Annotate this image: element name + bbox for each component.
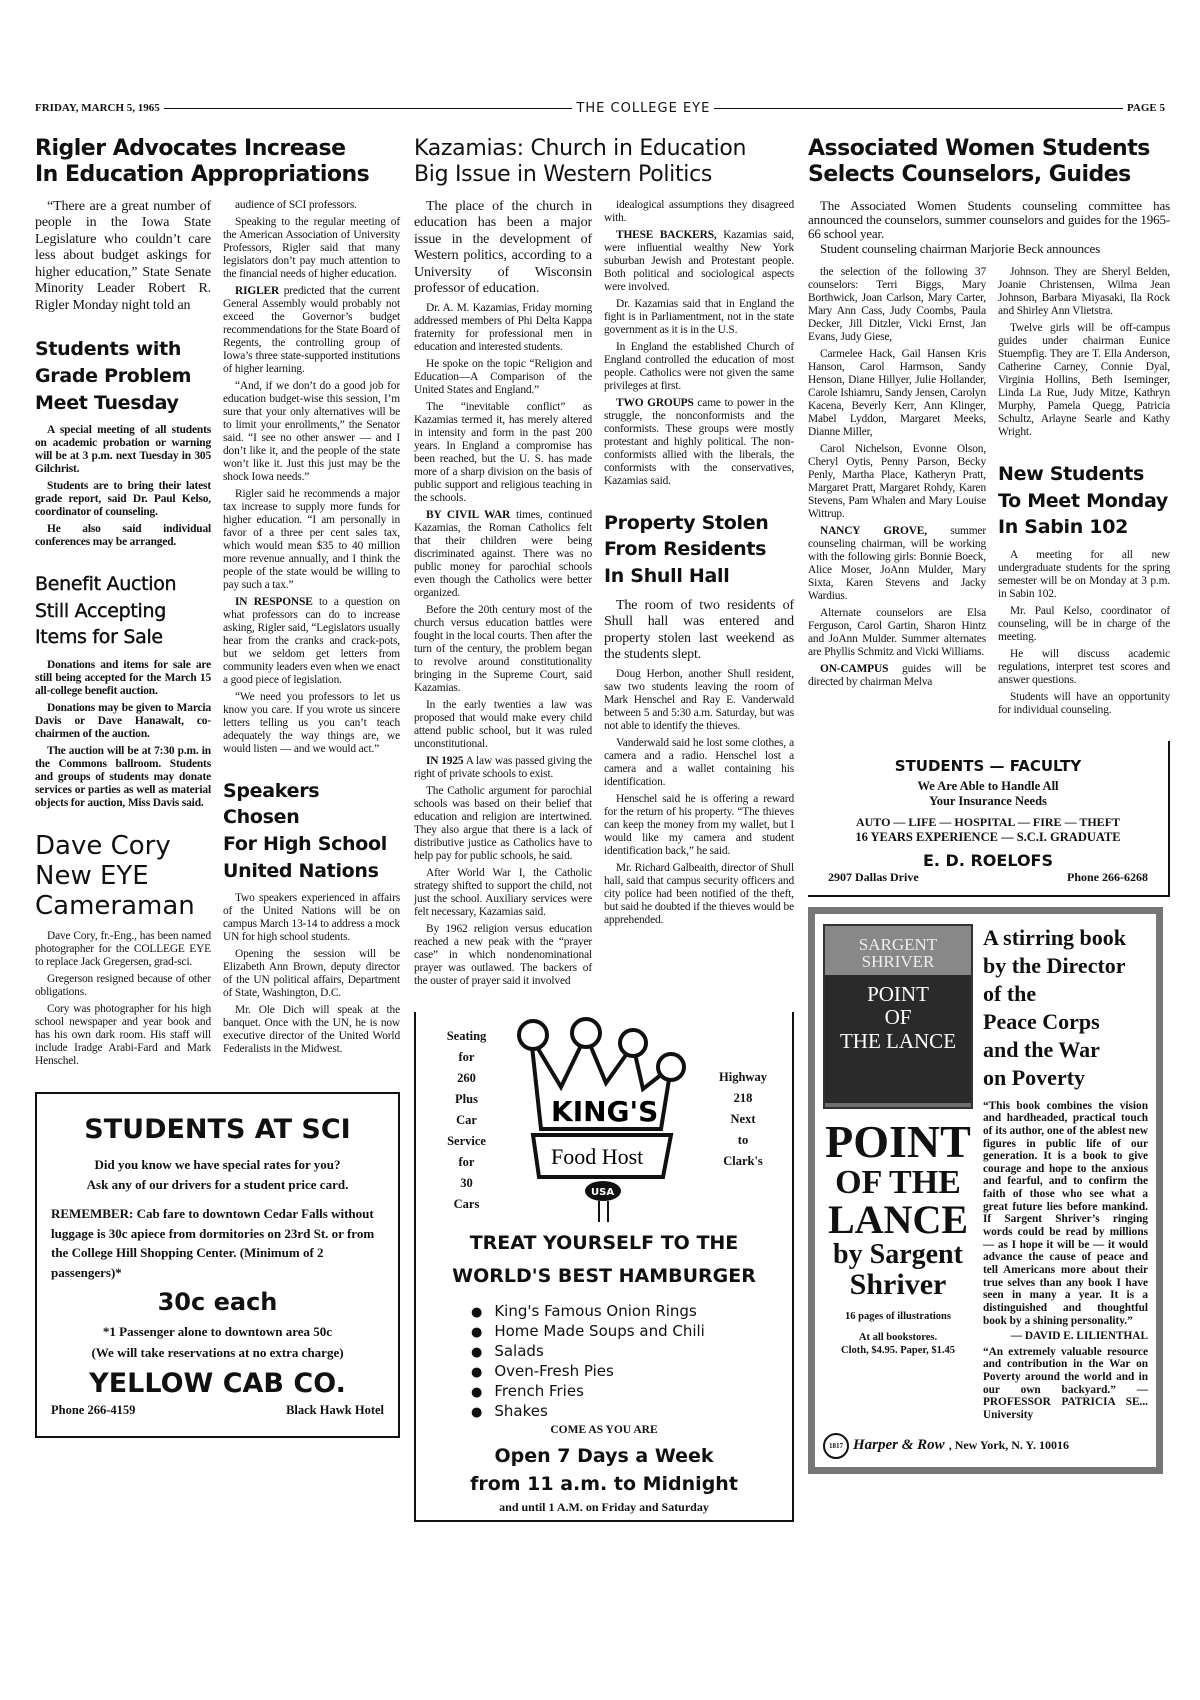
headline-line: To Meet Monday xyxy=(998,489,1168,512)
paragraph xyxy=(35,424,211,476)
paragraph xyxy=(604,341,794,393)
logo-text: KING'S xyxy=(551,1094,659,1128)
headline-line: In Shull Hall xyxy=(604,564,730,587)
paragraph-text: guides will be directed by chairman Melva xyxy=(808,662,986,688)
paragraph-text: Alternate counselors are Elsa Ferguson, Carol Gartin, Sharon Hintz and JoAnn Mulder. Summer alternates are Phyllis Schmitz and Vicki Williams. xyxy=(808,606,986,658)
ad-text: 218 xyxy=(733,1090,753,1105)
ad-hours-line: from 11 a.m. to Midnight xyxy=(470,1472,738,1495)
headline-line: Items for Sale xyxy=(35,626,163,649)
publisher xyxy=(823,1433,1148,1459)
paragraph xyxy=(223,691,400,756)
paragraph-text: Carol Nichelson, Evonne Olson, Cheryl Oytis, Penny Parson, Becky Penly, Martha Place, Katheryn Pratt, Margaret Pratt, Margaret Rohdy, Karen Stevens, Pam Whalen and Mary Louise Wittrup. xyxy=(808,442,986,520)
paragraph-text: In England the established Church of England controlled the education of most people. Catholics were not given the same privileges at first. xyxy=(604,340,794,392)
tagline-line: by the Director xyxy=(983,952,1126,978)
book-detail: 16 pages of illustrations xyxy=(845,1311,951,1323)
left-section xyxy=(35,136,400,1438)
paragraph-text: summer counseling chairman, will be working with the following girls: Bonnie Boeck, Alice Moser, JoAnn Mulder, Mary Sixta, Karen Stevens and Jacky Wardius. xyxy=(808,524,986,602)
ad-text: for xyxy=(458,1154,475,1169)
paragraph xyxy=(414,867,592,919)
book-cover-image xyxy=(823,924,973,1109)
lead-in: RIGLER xyxy=(235,284,280,297)
paragraph-text: “And, if we don’t do a good job for education budget-wise this session, I’m sure that your only alternatives will be to limit your enrollments,” the Senator said. “I see no other answer — and I don’t like it, and the people of the state won’t like it. Just this just may be the shock Iowa needs.” xyxy=(223,379,400,483)
title-line: OF THE xyxy=(835,1163,961,1201)
auction-body xyxy=(35,659,211,814)
headline-line: Students with xyxy=(35,338,182,361)
paragraph-text: The auction will be at 7:30 p.m. in the Commons ballroom. Students and groups of students may donate services or parties as well as material objects for auction, Miss Davis said. xyxy=(35,744,211,809)
ad-quotes xyxy=(983,1100,1148,1425)
ad-company: YELLOW CAB CO. xyxy=(89,1367,346,1399)
tagline-line: A stirring book xyxy=(983,924,1127,950)
paragraph xyxy=(808,607,986,659)
headline-line: For High School xyxy=(223,832,387,855)
ad-title: STUDENTS AT SCI xyxy=(84,1113,351,1145)
paragraph xyxy=(414,199,592,298)
paragraph-text: Mr. Ole Dich will speak at the banquet. Once with the UN, he is now executive director of the United World Federalists in the Midwest. xyxy=(223,1004,400,1056)
paragraph-text: Carmelee Hack, Gail Hansen Kris Hanson, Carol Harmson, Sandy Henson, Diane Hillyer, Julie Hollander, Carole Ishiamru, Sandy Jensen, Carolyn Kacena, Beverly Kerr, Ann Klinger, Mabel Lyddon, Margaret Meeks, Dianne Miller, xyxy=(808,347,986,438)
paragraph xyxy=(998,648,1170,687)
paragraph xyxy=(35,523,211,549)
headline-line: Still Accepting xyxy=(35,599,167,622)
ad-text: (We will take reservations at no extra charge) xyxy=(91,1345,344,1361)
paragraph-text: By 1962 religion versus education reached a new peak with the “prayer case” in which nondenominational prayer was outlawed. The backers of the ouster of prayer said it involved xyxy=(414,922,592,987)
paragraph xyxy=(35,199,211,315)
property-body xyxy=(604,598,794,931)
publisher-logo-icon: 1817 xyxy=(823,1433,849,1459)
paragraph xyxy=(223,380,400,484)
paragraph-text: The “inevitable conflict” as Kazamias termed it, has merely altered in intensity and form in the past 200 years. In England a compromise has been reached, but the U. S. has made more of a sharp division on the basis of public support and religious teaching in the schools. xyxy=(414,400,592,504)
paragraph xyxy=(35,702,211,741)
ad-title: STUDENTS — FACULTY xyxy=(894,756,1082,775)
paragraph xyxy=(604,598,794,664)
lead-in: BY CIVIL WAR xyxy=(426,508,511,521)
lead-in: IN RESPONSE xyxy=(235,595,313,608)
paragraph xyxy=(808,242,1170,256)
paragraph-text: Students will have an opportunity for individual counseling. xyxy=(998,690,1170,716)
paragraph xyxy=(604,793,794,858)
headline-line: Benefit Auction xyxy=(35,573,177,596)
paragraph-text: In the early twenties a law was proposed that would make every child attend public school, but it was ruled unconstitutional. xyxy=(414,698,592,750)
paragraph-text: Opening the session will be Elizabeth Ann Brown, deputy director of the UN political affairs, Department of State, Washington, D.C. xyxy=(223,948,400,1000)
paragraph-text: the selection of the following 37 counselors: Terri Biggs, Mary Borthwick, Joan Carlson, Mary Carter, Mary Ann Cass, Judy Coombs, Paula Decker, Jill Ditzler, Vicki Ernst, Jan Evans, Judy Giese, xyxy=(808,265,986,343)
book-title xyxy=(823,1115,973,1301)
tagline-line: and the War xyxy=(983,1036,1100,1062)
paragraph xyxy=(223,892,400,944)
paragraph-text: Mr. Richard Galbeaith, director of Shull hall, said that campus security officers and city police had been notified of the theft, but said he doubted if the thieves would be apprehended. xyxy=(604,861,794,926)
paragraph-text: to a question on what professors can do to increase asking, Rigler said, “Legislators usually hear from the cranks and crack-pots, but we seldom get letters from community leaders even when we enact a good piece of legislation. xyxy=(223,595,401,686)
ad-phone: Phone 266-4159 xyxy=(51,1402,136,1417)
grade-body xyxy=(35,424,211,553)
paragraph-text: Johnson. They are Sheryl Belden, Joanie Christensen, Wilma Jean Johnson, Barbara Miyasaki, Ila Rock and Shirley Ann Vlietstra. xyxy=(998,265,1170,317)
ad-text: for xyxy=(458,1049,475,1064)
lead-in: NANCY GROVE, xyxy=(820,524,927,537)
paragraph xyxy=(223,216,400,281)
cover-text: SHRIVER xyxy=(861,952,935,972)
paragraph xyxy=(35,480,211,519)
paragraph-text: Cory was photographer for his high school newspaper and year book and has his own dark room. His staff will include Iradge Arabi-Fard and Mark Henschel. xyxy=(35,1002,211,1067)
tagline-line: of the xyxy=(983,980,1037,1006)
tagline-line: on Poverty xyxy=(983,1064,1086,1090)
column-6 xyxy=(998,266,1170,721)
publisher-city: , New York, N. Y. 10016 xyxy=(948,1438,1070,1453)
headline-rigler xyxy=(35,136,400,189)
ad-headline-line: WORLD'S BEST HAMBURGER xyxy=(452,1264,756,1287)
paragraph-text: Speaking to the regular meeting of the American Association of University Professors, Rigler said that many legislators don’t pay much attention to the financial needs of higher education. xyxy=(223,215,400,280)
ad-headline-line: TREAT YOURSELF TO THE xyxy=(469,1231,739,1254)
paragraph-text: Kazamias said, were influential wealthy New York suburban Jewish and Protestant people. Both political and sociological aspects were involved. xyxy=(604,228,794,293)
quote-author: — DAVID E. LILIENTHAL xyxy=(1010,1330,1148,1343)
headline-line: From Residents xyxy=(604,538,767,561)
ad-text: Service xyxy=(447,1133,486,1148)
lead-in: ON-CAMPUS xyxy=(820,662,889,675)
kings-food-host-ad xyxy=(414,1012,794,1522)
paragraph-text: Vanderwald said he lost some clothes, a camera and a radio. Henschel lost a camera and a wallet containing his identification. xyxy=(604,736,794,788)
kazamias-col1 xyxy=(414,199,592,992)
headline-auction xyxy=(35,571,211,651)
remember-text: : Cab fare to downtown Cedar Falls without luggage is 30c apiece from dormitories on 23rd St. or from the College Hill Shopping Center. (Minimum of 2 passengers)* xyxy=(51,1206,375,1280)
publisher-name: Harper & Row xyxy=(853,1437,945,1454)
ad-seating-info xyxy=(434,1026,499,1215)
ad-tagline xyxy=(983,924,1148,1092)
paragraph-text: “We need you professors to let us know you care. If you wrote us sincere letters telling us you can’t teach adequately the way things are, we would listen — and we would act.” xyxy=(223,690,400,755)
headline-line: Associated Women Students xyxy=(808,136,1150,161)
paragraph xyxy=(808,348,986,439)
paragraph xyxy=(808,663,986,689)
paper-name: THE COLLEGE EYE xyxy=(576,100,711,116)
paragraph xyxy=(998,691,1170,717)
paragraph xyxy=(35,1003,211,1068)
book-ad-right xyxy=(983,924,1148,1425)
headline-property xyxy=(604,510,794,590)
paragraph xyxy=(35,973,211,999)
headline-line: New Students xyxy=(998,462,1145,485)
aws-col2 xyxy=(998,266,1170,443)
headline-line: In Education Appropriations xyxy=(35,162,370,188)
paragraph xyxy=(223,948,400,1000)
cover-text: POINT xyxy=(867,982,929,1007)
column-1 xyxy=(35,199,211,1072)
paragraph xyxy=(414,699,592,751)
paragraph xyxy=(604,229,794,294)
paragraph-text: A special meeting of all students on academic probation or warning will be at 3 p.m. next Tuesday in 305 Gilchrist. xyxy=(35,424,211,476)
paragraph xyxy=(35,659,211,698)
headline-line: Speakers Chosen xyxy=(223,779,320,829)
paragraph xyxy=(414,401,592,505)
lead-in: IN 1925 xyxy=(426,754,464,767)
ad-text: COME AS YOU ARE xyxy=(550,1423,658,1436)
paragraph xyxy=(998,322,1170,439)
paragraph xyxy=(223,596,400,687)
paragraph-text: Two speakers experienced in affairs of the United Nations will be on campus March 13-14 to address a mock UN for high school students. xyxy=(223,892,400,944)
ad-company: E. D. ROELOFS xyxy=(922,850,1054,870)
menu-item: ● King's Famous Onion Rings xyxy=(471,1302,705,1322)
paragraph-text: Donations may be given to Marcia Davis or Dave Hanawalt, co-chairmen of the auction. xyxy=(35,701,211,740)
paragraph-text: times, continued Kazamias, the Roman Catholics felt that their children were being discriminated against. There was no public money for parochial schools even though the Catholics were better organized. xyxy=(414,508,592,599)
book-price: Cloth, $4.95. Paper, $1.45 xyxy=(841,1345,955,1357)
paragraph xyxy=(604,737,794,789)
paragraph-text: Gregerson resigned because of other obligations. xyxy=(35,972,211,998)
paragraph-text: Dr. A. M. Kazamias, Friday morning addressed members of Phi Delta Kappa fraternity for professional men in education and interested students. xyxy=(414,301,592,353)
paragraph xyxy=(414,604,592,695)
paragraph-text: He spoke on the topic “Religion and Education—A Comparison of the United States and England.” xyxy=(414,357,592,396)
paragraph-text: audience of SCI professors. xyxy=(235,198,357,211)
rigler-col2 xyxy=(223,199,400,760)
headline-line: Rigler Advocates Increase xyxy=(35,136,346,161)
paragraph-text: The place of the church in education has been a major issue in the development of Western politics, according to a University of Wisconsin professor of education. xyxy=(414,198,592,297)
ad-text: and until 1 A.M. on Friday and Saturday xyxy=(499,1499,709,1514)
paragraph-text: came to power in the struggle, the nonconformists and the conformists. These groups were mostly protestant and highly political. The non-conformists allied with the liberals, the conformists with the conservatives, Kazamias said. xyxy=(604,396,794,487)
headline-line: Cameraman xyxy=(35,890,195,921)
speakers-body xyxy=(223,892,400,1060)
ad-text: 260 xyxy=(457,1070,476,1085)
ad-text: Cars xyxy=(453,1196,480,1211)
ad-location-info xyxy=(708,1067,778,1172)
paragraph xyxy=(604,397,794,488)
headline-line: Grade Problem xyxy=(35,364,192,387)
headline-kazamias xyxy=(414,136,794,189)
logo-subtext: Food Host xyxy=(551,1143,644,1169)
paragraph xyxy=(808,525,986,603)
paragraph-text: He will discuss academic regulations, interpret test scores and answer questions. xyxy=(998,647,1170,686)
paragraph xyxy=(223,285,400,376)
headline-speakers xyxy=(223,778,400,884)
ad-text: Clark's xyxy=(723,1153,763,1168)
paragraph-text: Twelve girls will be off-campus guides under chairman Eunice Stuempfig. They are T. Ella Anderson, Catherine Carney, Connie Dyal, Virginia Hollins, Beth Iseminger, Linda La Rue, Judy Mitze, Kathryn Murphy, Pamela Quegg, Patricia Schultz, Arlayne Searle and Kathy Wright. xyxy=(998,321,1170,438)
book-detail: At all bookstores. xyxy=(858,1332,938,1344)
headline-line: Property Stolen xyxy=(604,511,769,534)
point-of-the-lance-ad xyxy=(808,907,1163,1474)
headline-line: Kazamias: Church in Education xyxy=(414,136,747,161)
rigler-col1 xyxy=(35,199,211,319)
ad-text: Highway xyxy=(719,1069,767,1084)
logo-badge: USA xyxy=(591,1186,615,1198)
headline-grade xyxy=(35,336,211,416)
paragraph xyxy=(223,1004,400,1056)
paragraph-text: He also said individual conferences may be arranged. xyxy=(35,523,211,549)
quote: “An extremely valuable resource and contribution in the War on Poverty around the world and in our own backyard.” — PROFESSOR PATRICIA SE... University xyxy=(983,1345,1148,1421)
title-line: by Sargent xyxy=(833,1239,963,1270)
paragraph-text: Doug Herbon, another Shull resident, saw two students leaving the room of Mark Henschel and Ray E. Vanderwald between 5 and 5:30 a.m. Saturday, but was not able to identify the thieves. xyxy=(604,667,794,732)
page-number: PAGE 5 xyxy=(1127,102,1165,114)
ad-phone: Phone 266-6268 xyxy=(1067,869,1148,884)
yellow-cab-ad xyxy=(35,1092,400,1438)
page-masthead xyxy=(35,100,1165,116)
right-columns xyxy=(808,266,1170,721)
menu-item: ● Salads xyxy=(471,1342,705,1362)
paragraph-text: Students are to bring their latest grade report, said Dr. Paul Kelso, coordinator of counseling. xyxy=(35,480,211,519)
paragraph xyxy=(604,199,794,225)
ad-hours-line: Open 7 Days a Week xyxy=(494,1444,714,1467)
book-details xyxy=(823,1310,973,1357)
ad-text: Car xyxy=(456,1112,477,1127)
ad-text xyxy=(51,1204,384,1282)
menu-item: ● Shakes xyxy=(471,1402,705,1422)
ad-text: to xyxy=(737,1132,749,1147)
paragraph xyxy=(998,549,1170,601)
page-columns xyxy=(35,136,1170,1522)
headline-line: New EYE xyxy=(35,860,149,891)
paragraph xyxy=(414,358,592,397)
tagline-line: Peace Corps xyxy=(983,1008,1100,1034)
paragraph-text: The room of two residents of Shull hall was entered and property stolen last weekend as the students slept. xyxy=(604,597,794,663)
book-ad-left xyxy=(823,924,973,1425)
aws-col1 xyxy=(808,266,986,693)
paragraph-text: Henschel said he is offering a reward for the return of his property. “The thieves can keep the money from my wallet, but I would like my camera and student identification back,” he said. xyxy=(604,792,794,857)
kazamias-col2 xyxy=(604,199,794,492)
cover-text: OF xyxy=(884,1005,912,1030)
paragraph xyxy=(414,785,592,863)
paragraph xyxy=(604,862,794,927)
column-5 xyxy=(808,266,986,693)
paragraph xyxy=(223,199,400,212)
paragraph xyxy=(808,266,986,344)
lead-in: TWO GROUPS xyxy=(616,396,694,409)
headline-new-students xyxy=(998,461,1170,541)
ad-text: Plus xyxy=(455,1091,478,1106)
paragraph xyxy=(35,745,211,810)
menu-item: ● Oven-Fresh Pies xyxy=(471,1362,705,1382)
headline-cory xyxy=(35,832,211,922)
cover-title xyxy=(825,975,971,1103)
menu-item: ● French Fries xyxy=(471,1382,705,1402)
menu-list xyxy=(471,1302,705,1422)
paragraph xyxy=(414,509,592,600)
paragraph xyxy=(808,443,986,521)
paragraph xyxy=(808,199,1170,242)
paragraph-text: Donations and items for sale are still being accepted for the March 15 all-college benefit auction. xyxy=(35,658,211,697)
right-section xyxy=(808,136,1170,1474)
column-4 xyxy=(604,199,794,931)
paragraph-text: The Associated Women Students counseling committee has announced the counselors, summer counselors and guides for the 1965-66 school year. xyxy=(808,197,1170,242)
aws-intro xyxy=(808,199,1170,256)
roelofs-insurance-ad xyxy=(808,741,1170,897)
ad-text: AUTO — LIFE — HOSPITAL — FIRE — THEFT xyxy=(855,815,1121,829)
divider xyxy=(164,108,573,109)
paragraph xyxy=(414,755,592,781)
ad-text: We Are Able to Handle All xyxy=(917,778,1059,793)
headline-aws xyxy=(808,136,1170,189)
paragraph-text: predicted that the current General Assembly would probably not exceed the Governor’s budget recommendations for the State Board of Regents, the controlling group of Iowa’s three state-supported institutions of higher learning. xyxy=(223,284,400,375)
middle-section xyxy=(414,136,794,1522)
column-2 xyxy=(223,199,400,1060)
lead-in: THESE BACKERS, xyxy=(616,228,717,241)
ad-price: 30c each xyxy=(157,1288,278,1317)
ad-text: Seating xyxy=(446,1028,487,1043)
headline-line: In Sabin 102 xyxy=(998,516,1129,539)
kings-crown-logo xyxy=(511,1017,691,1222)
headline-line: Selects Counselors, Guides xyxy=(808,162,1131,188)
paragraph xyxy=(35,930,211,969)
paragraph xyxy=(998,605,1170,644)
cory-body xyxy=(35,930,211,1072)
ad-location: Black Hawk Hotel xyxy=(286,1402,384,1417)
paragraph-text: The Catholic argument for parochial schools was based on their belief that education and religion are intertwined. They also argue that there is a lack of distributive justice as Catholics have to help pay for public schools, he said. xyxy=(414,784,592,862)
title-line: POINT xyxy=(825,1115,971,1167)
middle-columns xyxy=(414,199,794,992)
ad-text: 30 xyxy=(460,1175,473,1190)
paragraph-text: After World War I, the Catholic strategy shifted to support the child, not just the school. Auxiliary services were felt necessary, Kazamias said. xyxy=(414,866,592,918)
paragraph-text: Before the 20th century most of the church versus education battles were fought in the local courts. Then after the turn of the century, the problem began to revolve around constitutionality bringing in the Supreme Court, said Kazamias. xyxy=(414,603,592,694)
paragraph-text: Dave Cory, fr.-Eng., has been named photographer for the COLLEGE EYE to replace Jack Gregersen, grad-sci. xyxy=(35,929,211,968)
paragraph-text: Dr. Kazamias said that in England the fight is in Parliamentment, not in the state government as it is in the U.S. xyxy=(604,297,794,336)
paragraph xyxy=(414,923,592,988)
paragraph-text: idealogical assumptions they disagreed with. xyxy=(604,198,794,224)
ad-headline xyxy=(416,1227,792,1293)
title-line: Shriver xyxy=(849,1267,947,1301)
paragraph-text: A law was passed giving the right of private schools to exist. xyxy=(414,754,592,780)
paragraph xyxy=(604,668,794,733)
ad-text: Next xyxy=(730,1111,756,1126)
issue-date: FRIDAY, MARCH 5, 1965 xyxy=(35,102,160,114)
new-students-body xyxy=(998,549,1170,721)
headline-line: Meet Tuesday xyxy=(35,391,179,414)
paragraph-text: Rigler said he recommends a major tax increase to supply more funds for higher education. “I am personally in favor of a three per cent sales tax, which would mean $35 to 40 million more revenue annually, and I think the people of the state would be willing to pay such a tax.” xyxy=(223,487,400,591)
ad-address: 2907 Dallas Drive xyxy=(828,869,919,884)
menu-item: ● Home Made Soups and Chili xyxy=(471,1322,705,1342)
quote: “This book combines the vision and hardheaded, practical touch of its author, one of the ablest new figures in public life of our generation. It is a book to give courage and hope to the anxious and fearful, and to confirm the faith of those who see what a great future lies before mankind. If Sargent Shriver’s ringing words could be read by millions — as I hope it will be — it would advance the cause of peace and tell Americans more about their true selves than any book I have seen in many a year. It is a distinguished and thoughtful book by a shining personality.” xyxy=(983,1099,1148,1327)
paragraph xyxy=(414,302,592,354)
ad-hours xyxy=(416,1442,792,1498)
ad-text: 16 YEARS EXPERIENCE — S.C.I. GRADUATE xyxy=(855,830,1121,844)
ad-text: Ask any of our drivers for a student price card. xyxy=(86,1177,349,1193)
headline-line: Dave Cory xyxy=(35,830,171,861)
paragraph xyxy=(998,266,1170,318)
divider xyxy=(714,108,1123,109)
ad-text: *1 Passenger alone to downtown area 50c xyxy=(102,1324,333,1340)
title-line: LANCE xyxy=(827,1197,969,1243)
paragraph xyxy=(604,298,794,337)
cover-author xyxy=(825,926,971,976)
ad-text: Your Insurance Needs xyxy=(929,794,1047,809)
cover-text: SARGENT xyxy=(858,934,938,954)
book-ad-body xyxy=(823,924,1148,1425)
cover-text: THE LANCE xyxy=(839,1028,957,1053)
headline-line: Big Issue in Western Politics xyxy=(414,162,713,188)
column-3 xyxy=(414,199,592,992)
ad-text: Did you know we have special rates for you? xyxy=(94,1156,341,1172)
headline-line: United Nations xyxy=(223,859,379,882)
remember-label: REMEMBER xyxy=(51,1206,129,1222)
paragraph xyxy=(223,488,400,592)
paragraph-text: A meeting for all new undergraduate students for the spring semester will be on Monday at 3 p.m. in Sabin 102. xyxy=(998,548,1170,600)
paragraph-text: “There are a great number of people in the Iowa State Legislature who couldn’t care less about budget askings for higher education,” State Senate Minority Leader Robert R. Rigler Monday night told an xyxy=(35,198,211,313)
paragraph-text: Student counseling chairman Marjorie Beck announces xyxy=(820,240,1101,256)
left-columns xyxy=(35,199,400,1072)
paragraph-text: Mr. Paul Kelso, coordinator of counseling, will be in charge of the meeting. xyxy=(998,604,1170,643)
